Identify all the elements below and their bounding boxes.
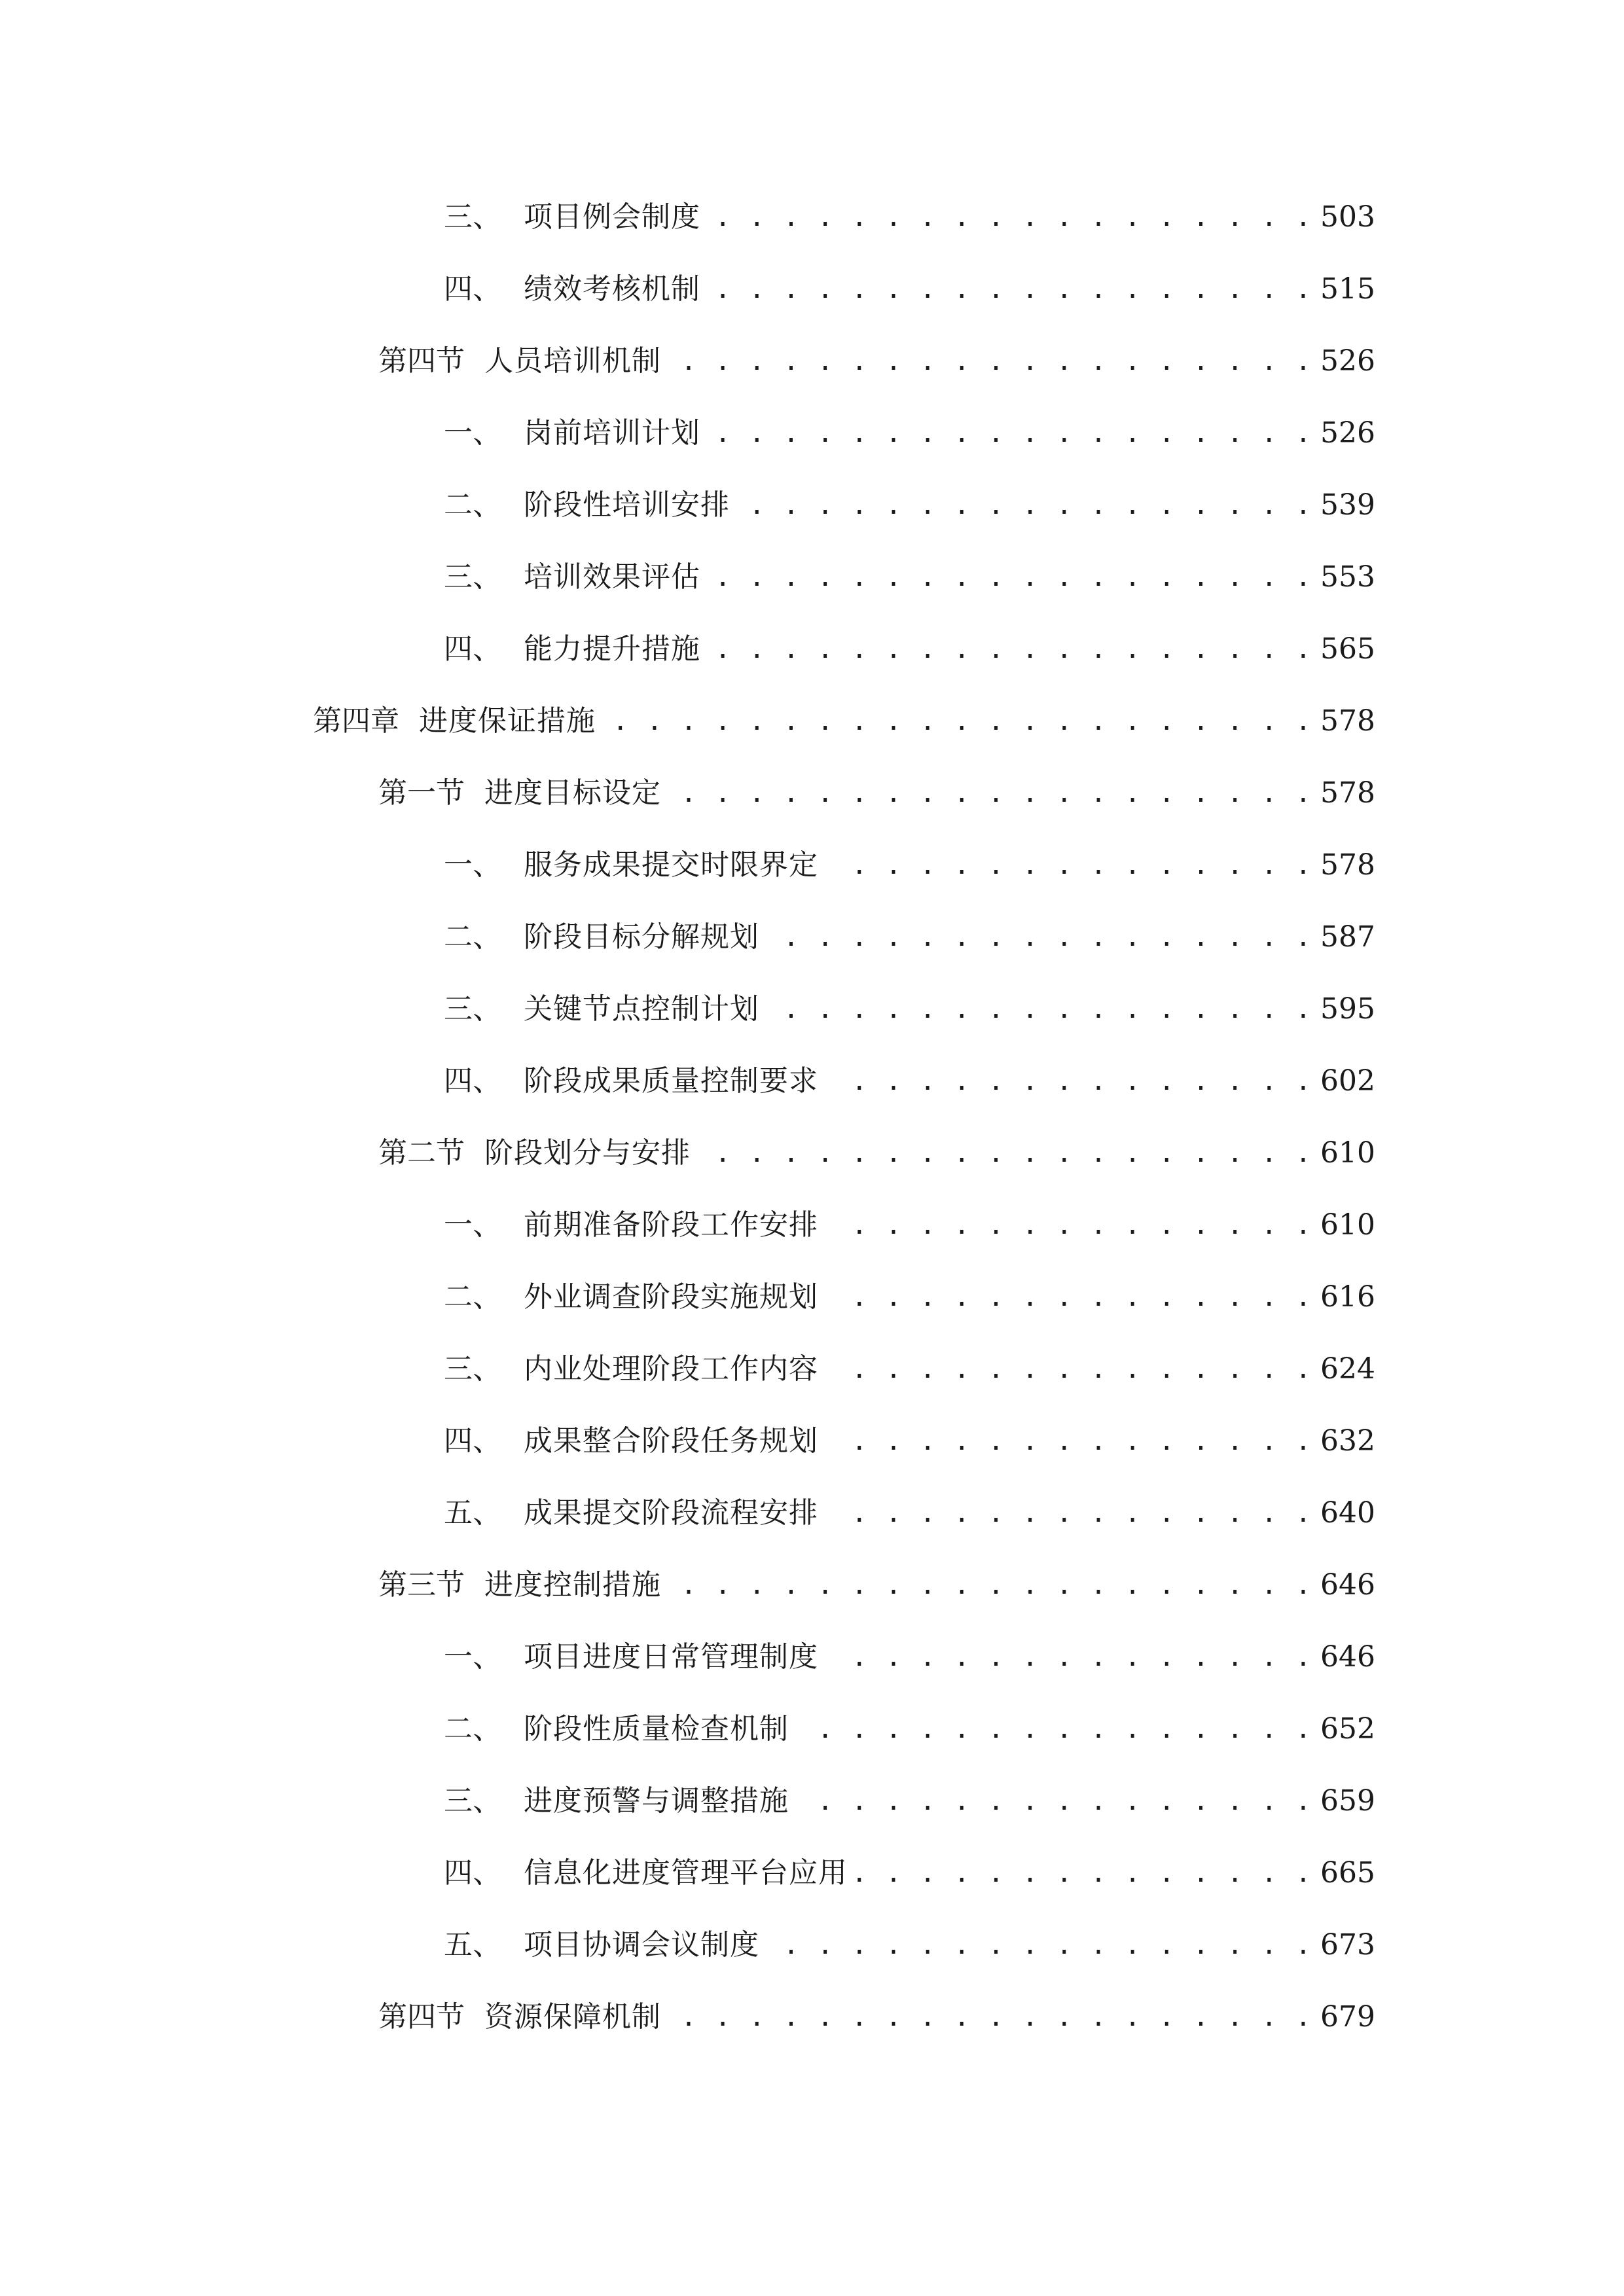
dot-leader <box>827 1415 1312 1467</box>
toc-entry-title: 项目协调会议制度 <box>524 1928 759 1962</box>
dot-leader <box>768 911 1312 963</box>
toc-entry-page: 624 <box>1320 1352 1375 1386</box>
toc-entry-number: 一、 <box>444 416 501 450</box>
toc-entry-title: 人员培训机制 <box>484 344 661 378</box>
toc-entry-page: 526 <box>1320 344 1375 378</box>
toc-entry-page: 665 <box>1320 1856 1375 1890</box>
toc-entry-number: 二、 <box>444 488 501 522</box>
toc-entry-title: 关键节点控制计划 <box>524 992 759 1026</box>
toc-entry-number: 五、 <box>444 1928 501 1962</box>
toc-entry[interactable] <box>444 407 1375 459</box>
dot-leader <box>670 1991 1312 2043</box>
toc-entry-number: 四、 <box>444 1064 501 1098</box>
toc-entry-page: 679 <box>1320 2000 1375 2034</box>
toc-entry-page: 553 <box>1320 560 1375 594</box>
toc-entry-page: 526 <box>1320 416 1375 450</box>
dot-leader <box>670 767 1312 819</box>
toc-entry-title: 内业处理阶段工作内容 <box>524 1352 818 1386</box>
toc-entry-page: 578 <box>1320 776 1375 810</box>
toc-entry-page: 616 <box>1320 1280 1375 1314</box>
dot-leader <box>710 407 1312 459</box>
toc-entry-title: 项目例会制度 <box>524 200 700 234</box>
toc-entry-title: 绩效考核机制 <box>524 272 700 306</box>
toc-entry-number: 第四章 <box>313 704 399 738</box>
toc-entry-number: 一、 <box>444 848 501 882</box>
toc-entry-number: 二、 <box>444 1280 501 1314</box>
toc-entry[interactable] <box>444 1271 1375 1323</box>
toc-entry-number: 四、 <box>444 1856 501 1890</box>
toc-entry-number: 三、 <box>444 1784 501 1818</box>
toc-entry-page: 640 <box>1320 1496 1375 1530</box>
toc-entry-page: 587 <box>1320 920 1375 954</box>
toc-entry[interactable] <box>444 263 1375 315</box>
toc-entry[interactable] <box>444 191 1375 243</box>
toc-entry[interactable] <box>444 1055 1375 1107</box>
toc-entry[interactable] <box>378 1559 1375 1611</box>
toc-entry[interactable] <box>378 767 1375 819</box>
dot-leader <box>710 191 1312 243</box>
dot-leader <box>827 839 1312 891</box>
toc-entry-title: 能力提升措施 <box>524 632 700 666</box>
dot-leader <box>710 623 1312 675</box>
dot-leader <box>670 335 1312 387</box>
toc-entry[interactable] <box>378 335 1375 387</box>
dot-leader <box>739 479 1312 531</box>
dot-leader <box>798 1703 1312 1755</box>
toc-entry-title: 项目进度日常管理制度 <box>524 1640 818 1674</box>
dot-leader <box>827 1631 1312 1683</box>
toc-entry-title: 成果整合阶段任务规划 <box>524 1424 818 1458</box>
toc-entry[interactable] <box>444 1703 1375 1755</box>
toc-entry-number: 第四节 <box>378 2000 465 2034</box>
toc-entry[interactable] <box>444 983 1375 1035</box>
toc-entry[interactable] <box>444 1343 1375 1395</box>
dot-leader <box>827 1487 1312 1539</box>
toc-entry-number: 一、 <box>444 1640 501 1674</box>
toc-entry-number: 三、 <box>444 200 501 234</box>
toc-entry-title: 阶段目标分解规划 <box>524 920 759 954</box>
toc-entry-page: 578 <box>1320 848 1375 882</box>
dot-leader <box>768 1919 1312 1971</box>
toc-entry-title: 成果提交阶段流程安排 <box>524 1496 818 1530</box>
toc-entry[interactable] <box>444 839 1375 891</box>
toc-entry[interactable] <box>378 1991 1375 2043</box>
toc-entry-title: 阶段性质量检查机制 <box>524 1712 789 1746</box>
toc-entry-page: 673 <box>1320 1928 1375 1962</box>
toc-entry-number: 二、 <box>444 1712 501 1746</box>
toc-entry-number: 三、 <box>444 992 501 1026</box>
toc-entry-number: 一、 <box>444 1208 501 1242</box>
toc-entry-title: 服务成果提交时限界定 <box>524 848 818 882</box>
toc-entry-number: 二、 <box>444 920 501 954</box>
dot-leader <box>768 983 1312 1035</box>
toc-entry-title: 信息化进度管理平台应用 <box>524 1856 848 1890</box>
toc-entry-title: 外业调查阶段实施规划 <box>524 1280 818 1314</box>
dot-leader <box>605 695 1312 747</box>
toc-entry[interactable] <box>444 551 1375 603</box>
toc-entry-page: 539 <box>1320 488 1375 522</box>
toc-entry-title: 进度控制措施 <box>484 1568 661 1602</box>
toc-entry[interactable] <box>444 623 1375 675</box>
toc-entry-page: 515 <box>1320 272 1375 306</box>
dot-leader <box>827 1343 1312 1395</box>
dot-leader <box>700 1127 1312 1179</box>
toc-entry[interactable] <box>444 1487 1375 1539</box>
toc-entry[interactable] <box>444 1919 1375 1971</box>
dot-leader <box>798 1775 1312 1827</box>
toc-entry-number: 四、 <box>444 632 501 666</box>
toc-entry-title: 阶段划分与安排 <box>484 1136 691 1170</box>
toc-entry-number: 三、 <box>444 560 501 594</box>
toc-entry-title: 进度预警与调整措施 <box>524 1784 789 1818</box>
dot-leader <box>857 1847 1312 1899</box>
toc-entry-page: 565 <box>1320 632 1375 666</box>
dot-leader <box>710 263 1312 315</box>
toc-entry-title: 培训效果评估 <box>524 560 700 594</box>
toc-entry-number: 第二节 <box>378 1136 465 1170</box>
toc-entry-title: 阶段成果质量控制要求 <box>524 1064 818 1098</box>
toc-entry-page: 610 <box>1320 1208 1375 1242</box>
toc-entry-page: 659 <box>1320 1784 1375 1818</box>
toc-entry[interactable] <box>444 1415 1375 1467</box>
toc-entry-title: 进度保证措施 <box>419 704 596 738</box>
dot-leader <box>827 1199 1312 1251</box>
toc-entry-number: 五、 <box>444 1496 501 1530</box>
toc-entry-title: 岗前培训计划 <box>524 416 700 450</box>
toc-entry-page: 610 <box>1320 1136 1375 1170</box>
toc-entry-page: 652 <box>1320 1712 1375 1746</box>
toc-entry-title: 前期准备阶段工作安排 <box>524 1208 818 1242</box>
toc-entry-number: 第三节 <box>378 1568 465 1602</box>
toc-entry-page: 646 <box>1320 1640 1375 1674</box>
toc-entry-title: 阶段性培训安排 <box>524 488 730 522</box>
toc-entry-number: 第一节 <box>378 776 465 810</box>
toc-entry-title: 资源保障机制 <box>484 2000 661 2034</box>
toc-entry-page: 602 <box>1320 1064 1375 1098</box>
toc-entry-page: 646 <box>1320 1568 1375 1602</box>
toc-entry[interactable] <box>444 479 1375 531</box>
toc-entry[interactable] <box>444 911 1375 963</box>
toc-entry-number: 四、 <box>444 1424 501 1458</box>
toc-entry-number: 第四节 <box>378 344 465 378</box>
toc-entry-page: 632 <box>1320 1424 1375 1458</box>
toc-entry-page: 595 <box>1320 992 1375 1026</box>
dot-leader <box>827 1055 1312 1107</box>
dot-leader <box>710 551 1312 603</box>
dot-leader <box>827 1271 1312 1323</box>
toc-entry-number: 三、 <box>444 1352 501 1386</box>
toc-entry[interactable] <box>444 1775 1375 1827</box>
toc-entry-title: 进度目标设定 <box>484 776 661 810</box>
toc-entry[interactable] <box>313 695 1375 747</box>
toc-entry[interactable] <box>444 1199 1375 1251</box>
dot-leader <box>670 1559 1312 1611</box>
toc-entry-number: 四、 <box>444 272 501 306</box>
toc-entry-page: 503 <box>1320 200 1375 234</box>
toc-entry[interactable] <box>444 1631 1375 1683</box>
toc-entry-page: 578 <box>1320 704 1375 738</box>
toc-entry[interactable] <box>444 1847 1375 1899</box>
toc-entry[interactable] <box>378 1127 1375 1179</box>
